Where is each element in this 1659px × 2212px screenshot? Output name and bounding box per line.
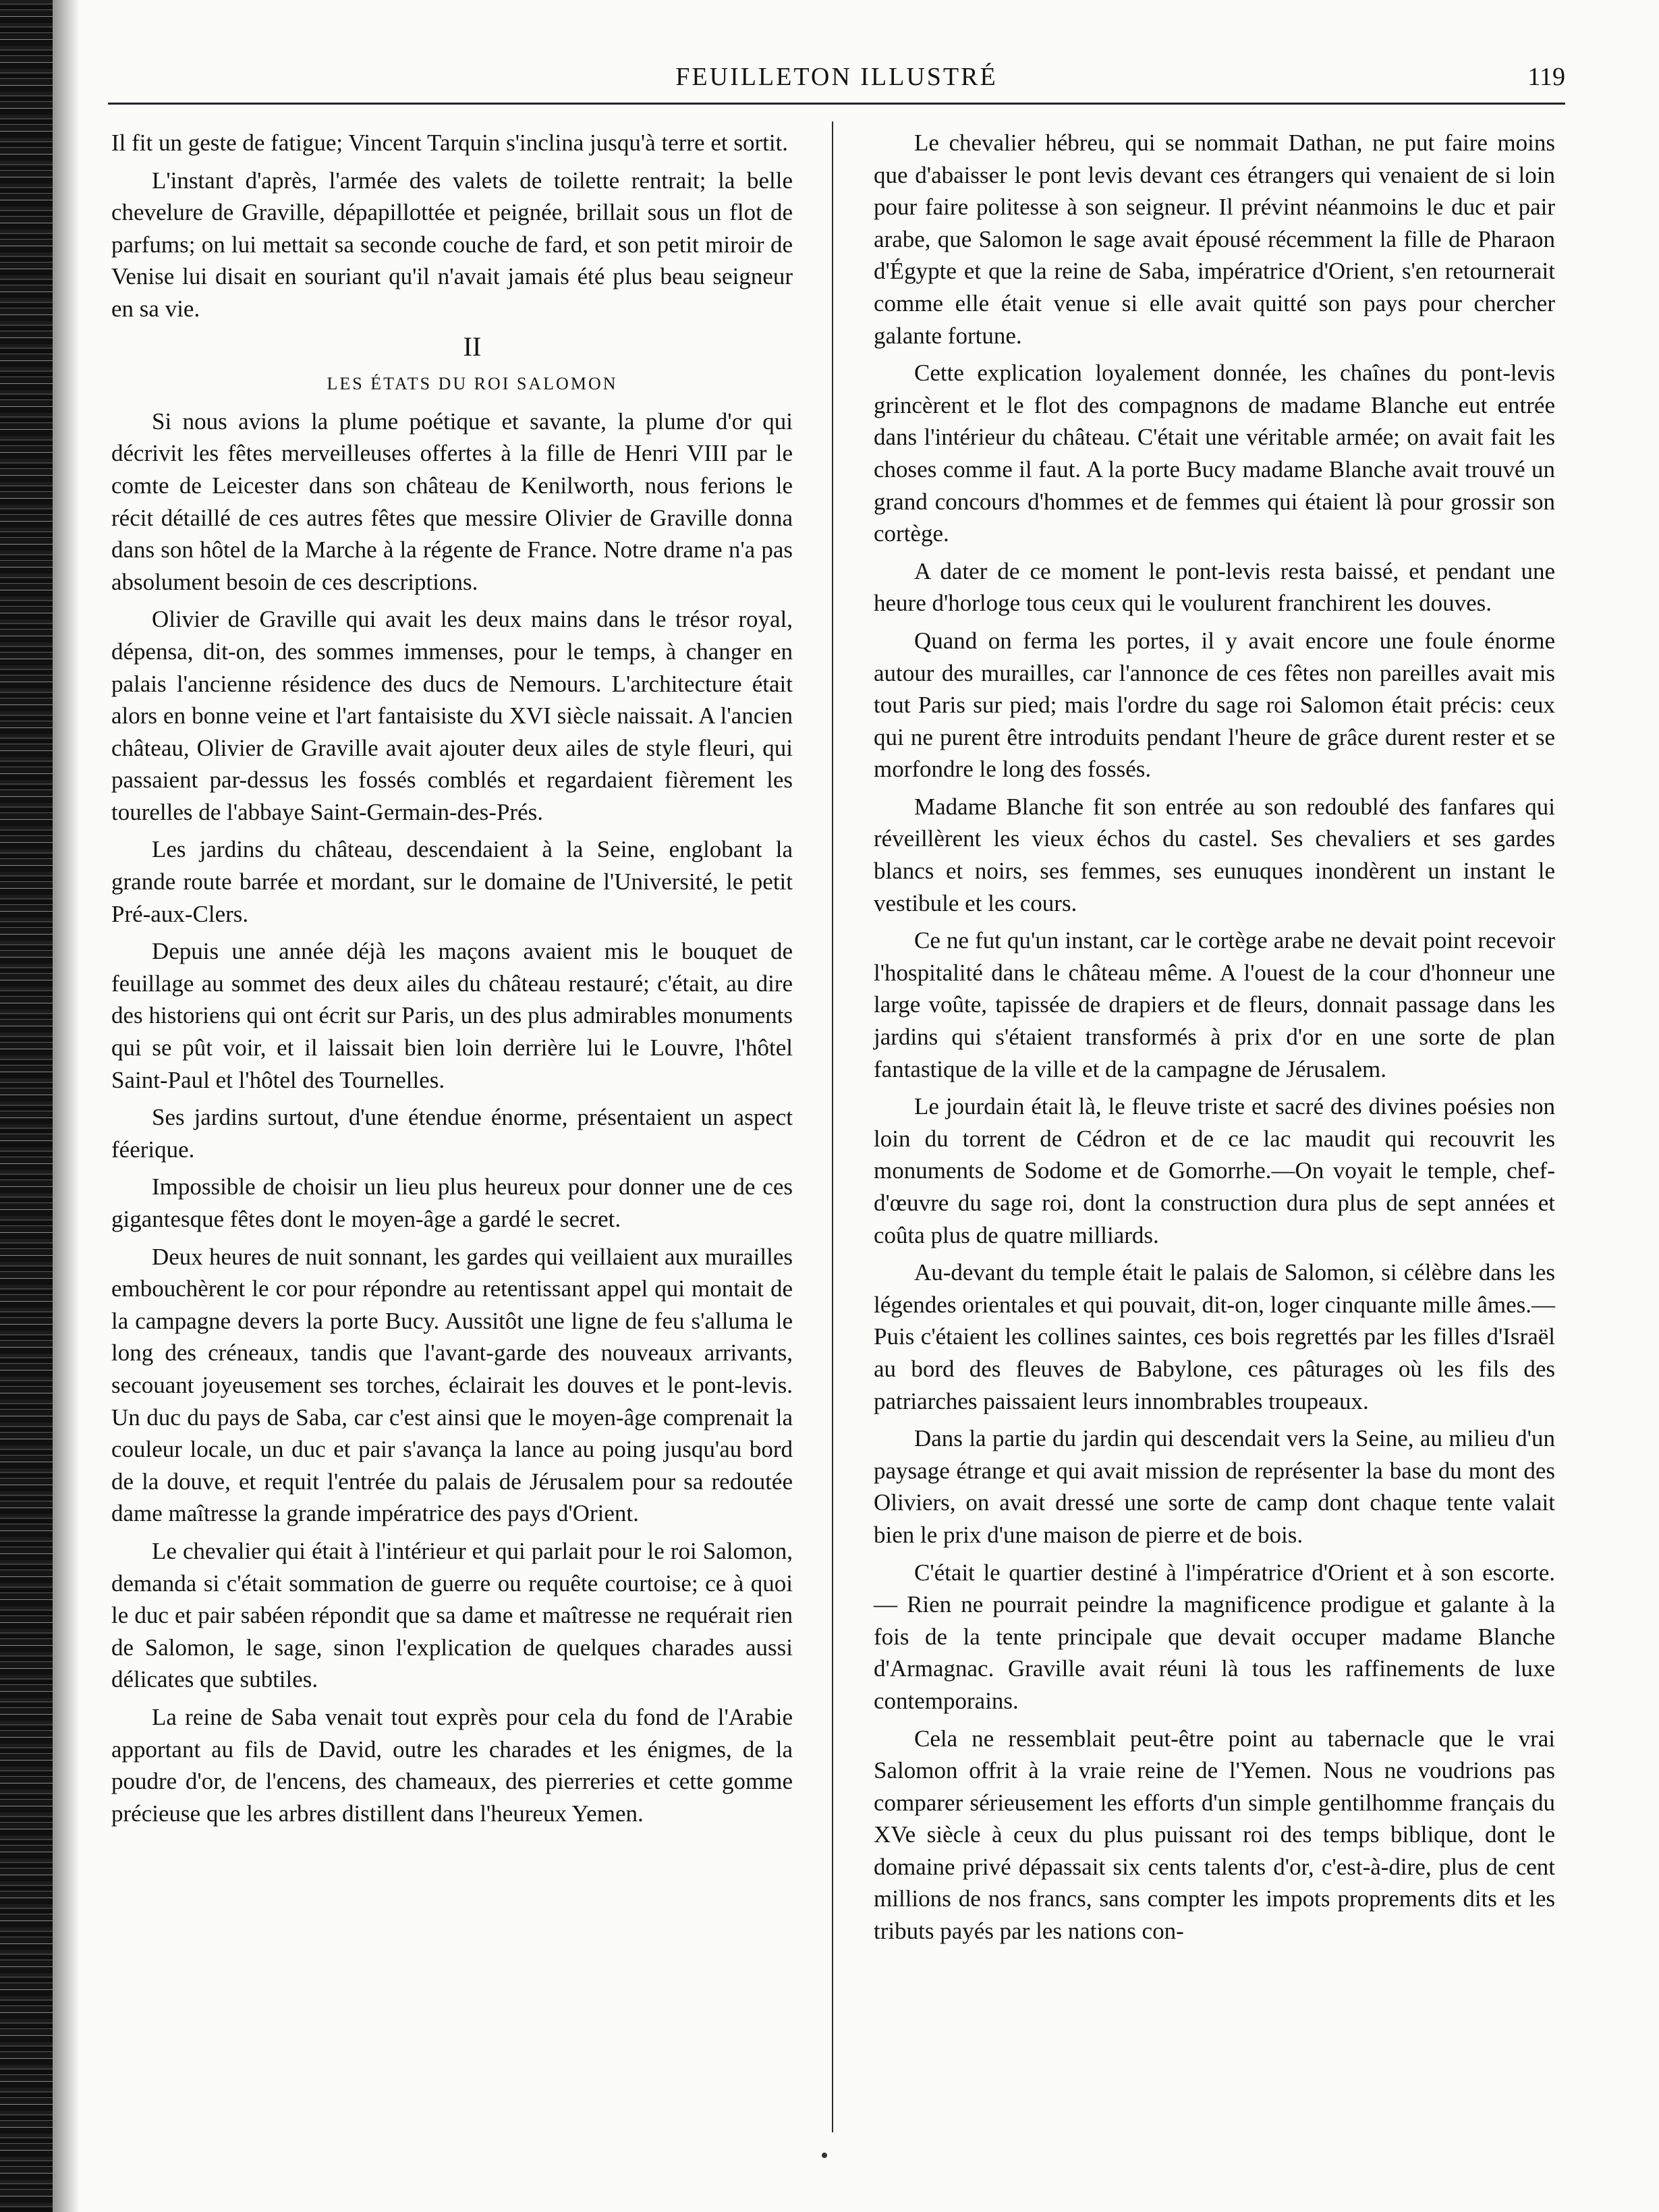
chapter-title: LES ÉTATS DU ROI SALOMON: [327, 374, 618, 394]
paragraph: Olivier de Graville qui avait les deux mains dans le trésor royal, dépensa, dit-on, des sommes immenses, pour le temps, à changer en palais l'ancienne résidence des ducs de Nemours. L'architecture était alors en bonne veine et l'art fantaisiste du XVI siècle naissait. A l'ancien château, Olivier de Graville avait ajouter deux ailes de style fleuri, qui passaient par-dessus les fossés comblés et regardaient fièrement les tourelles de l'abbaye Saint-Germain-des-Prés.: [111, 606, 793, 825]
page-number: 119: [1527, 63, 1565, 91]
right-column: [874, 127, 1555, 2172]
paragraph: Ses jardins surtout, d'une étendue énorme, présentaient un aspect féerique.: [111, 1104, 793, 1163]
paragraph: Cette explication loyalement donnée, les chaînes du pont-levis grincèrent et le flot des compagnons de madame Blanche eut entrée dans l'intérieur du château. C'était une véritable armée; on avait fait les choses comme il faut. A la porte Bucy madame Blanche avait trouvé un grand concours d'hommes et de femmes qui étaient là pour grossir son cortège.: [874, 360, 1555, 547]
paragraph: C'était le quartier destiné à l'impératrice d'Orient et à son escorte. — Rien ne pourrait peindre la magnificence prodigue et galante à la fois de la tente principale que devait occuper madame Blanche d'Armagnac. Graville avait réuni là tous les raffinements de luxe contemporains.: [874, 1559, 1555, 1714]
paragraph: Le jourdain était là, le fleuve triste et sacré des divines poésies non loin du torrent de Cédron et de ce lac maudit qui recouvrit les monuments de Sodome et de Gomorrhe.—On voyait le temple, chef-d'œuvre du sage roi, dont la construction dura plus de sept années et coûta plus de quatre milliards.: [874, 1093, 1555, 1248]
paragraph: Deux heures de nuit sonnant, les gardes qui veillaient aux murailles embouchèrent le cor pour répondre au retentissant appel qui montait de la campagne devers la porte Bucy. Aussitôt une ligne de feu s'alluma le long des créneaux, tandis que l'avant-garde des nouveaux arrivants, secouant joyeusement ses torches, éclairait les douves et le pont-levis. Un duc du pays de Saba, car c'est ainsi que le moyen-âge comprenait la couleur locale, un duc et pair s'avança la lance au poing jusqu'au bord de la douve, et requit l'entrée du palais de Jérusalem pour sa redoutée dame maîtresse la grande impératrice des pays d'Orient.: [111, 1243, 793, 1527]
running-header: [108, 62, 1565, 105]
paragraph: A dater de ce moment le pont-levis resta baissé, et pendant une heure d'horloge tous ceux qui le voulurent franchirent les douves.: [874, 557, 1555, 617]
book-spine-edge: [0, 0, 53, 2212]
paragraph: Il fit un geste de fatigue; Vincent Tarquin s'inclina jusqu'à terre et sortit.: [111, 130, 789, 156]
left-column: [111, 127, 793, 2172]
paragraph: Si nous avions la plume poétique et savante, la plume d'or qui décrivit les fêtes merveilleuses offertes à la fille de Henri VIII par le comte de Leicester dans son château de Kenilworth, nous ferions le récit détaillé de ces autres fêtes que messire Olivier de Graville donna dans son hôtel de la Marche à la régente de France. Notre drame n'a pas absolument besoin de ces descriptions.: [111, 408, 793, 595]
paragraph: Au-devant du temple était le palais de Salomon, si célèbre dans les légendes orientales et qui pouvait, dit-on, loger cinquante mille âmes.—Puis c'étaient les collines saintes, ces bois regrettés par les filles d'Israël au bord des fleuves de Babylone, ces pâturages où les fils des patriarches paissaient leurs innombrables troupeaux.: [874, 1259, 1555, 1414]
paragraph: Impossible de choisir un lieu plus heureux pour donner une de ces gigantesque fêtes dont le moyen-âge a gardé le secret.: [111, 1173, 793, 1232]
chapter-number: II: [463, 331, 482, 362]
paragraph: Depuis une année déjà les maçons avaient mis le bouquet de feuillage au sommet des deux ailes du château restauré; c'était, au dire des historiens qui ont écrit sur Paris, un des plus admirables monuments qui se pût voir, et il laissait bien loin derrière lui le Louvre, l'hôtel Saint-Paul et l'hôtel des Tournelles.: [111, 938, 793, 1093]
paragraph: L'instant d'après, l'armée des valets de toilette rentrait; la belle chevelure de Graville, dépapillottée et peignée, brillait sous un flot de parfums; on lui mettait sa seconde couche de fard, et son petit miroir de Venise lui disait en souriant qu'il n'avait jamais été plus beau seigneur en sa vie.: [111, 167, 793, 322]
paragraph: Cela ne ressemblait peut-être point au tabernacle que le vrai Salomon offrit à la vraie reine de l'Yemen. Nous ne voudrions pas comparer sérieusement les efforts d'un simple gentilhomme français du XVe siècle à ceux du plus puissant roi des temps biblique, dont le domaine privé dépassait six cents talents d'or, c'est-à-dire, plus de cent millions de nos francs, sans compter les impots proprements dits et les tributs payés par les nations con-: [874, 1725, 1555, 1945]
paragraph: Dans la partie du jardin qui descendait vers la Seine, au milieu d'un paysage étrange et qui avait mission de représenter la base du mont des Oliviers, on avait dressé une sorte de camp dont chaque tente valait bien le prix d'une maison de pierre et de bois.: [874, 1425, 1555, 1548]
column-divider: [832, 121, 833, 2132]
footer-ornament: [822, 2153, 827, 2158]
paragraph: Les jardins du château, descendaient à la Seine, englobant la grande route barrée et mordant, sur le domaine de l'Université, le petit Pré-aux-Clers.: [111, 836, 793, 927]
paragraph: Le chevalier qui était à l'intérieur et qui parlait pour le roi Salomon, demanda si c'était sommation de guerre ou requête courtoise; ce à quoi le duc et pair sabéen répondit que sa dame et maîtresse ne requérait rien de Salomon, le sage, sinon l'explication de quelques charades aussi délicates que subtiles.: [111, 1537, 793, 1693]
paragraph: La reine de Saba venait tout exprès pour cela du fond de l'Arabie apportant au fils de David, outre les charades et les énigmes, de la poudre d'or, de l'encens, des chameaux, des pierreries et cette gomme précieuse que les arbres distillent dans l'heureux Yemen.: [111, 1703, 793, 1827]
spine-shadow: [53, 0, 80, 2212]
paragraph: Ce ne fut qu'un instant, car le cortège arabe ne devait point recevoir l'hospitalité dans le château même. A l'ouest de la cour d'honneur une large voûte, tapissée de drapiers et de fleurs, donnait passage dans les jardins qui s'étaient transformés à prix d'or en une sorte de plan fantastique de la ville et de la campagne de Jérusalem.: [874, 927, 1555, 1082]
paragraph: Le chevalier hébreu, qui se nommait Dathan, ne put faire moins que d'abaisser le pont levis devant ces étrangers qui venaient de si loin pour faire politesse à son seigneur. Il prévint néanmoins le duc et pair arabe, que Salomon le sage avait épousé récemment la fille de Pharaon d'Égypte et que la reine de Saba, impératrice d'Orient, s'en retournerait comme elle était venue si elle avait quitté son pays pour chercher galante fortune.: [874, 130, 1555, 349]
running-title: FEUILLETON ILLUSTRÉ: [675, 63, 998, 91]
paragraph: Madame Blanche fit son entrée au son redoublé des fanfares qui réveillèrent les vieux échos du castel. Ses chevaliers et ses gardes blancs et noirs, ses femmes, ses eunuques inondèrent un instant le vestibule et les cours.: [874, 793, 1555, 916]
paragraph: Quand on ferma les portes, il y avait encore une foule énorme autour des murailles, car l'annonce de ces fêtes non pareilles avait mis tout Paris sur pied; mais l'ordre du sage roi Salomon était précis: ceux qui ne purent être introduits pendant l'heure de grâce durent rester et se morfondre le long des fossés.: [874, 627, 1555, 783]
